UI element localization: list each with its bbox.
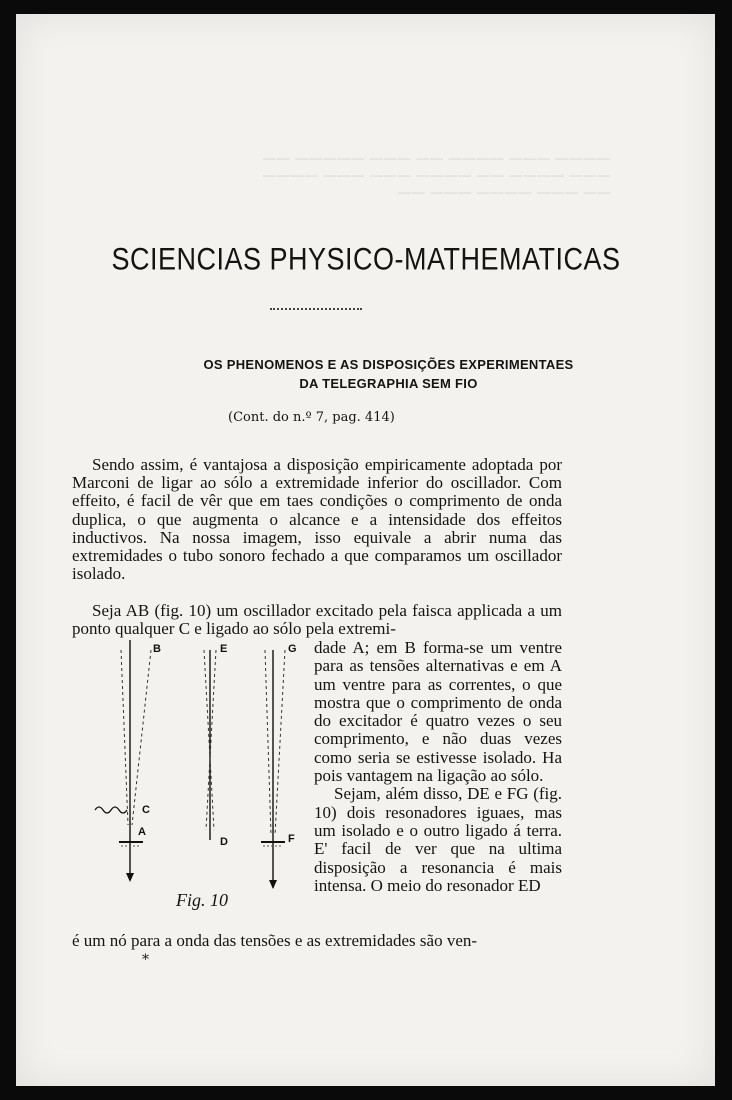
paragraph-last-line: é um nó para a onda das tensões e as extremidades são ven- (72, 931, 478, 950)
column-text-2: Sejam, além disso, DE e FG (fig. 10) dois resonadores iguaes, mas um isolado e o outro ligado á terra. E' facil de ver que na ultima disposição a resonancia é mais intensa. O meio do resonador ED (314, 784, 562, 895)
label-a: A (138, 826, 146, 838)
paragraph-1: Sendo assim, é vantajosa a disposição empiricamente adoptada por Marconi de ligar ao sólo a extremidade inferior do oscillador. Com effeito, é facil de vêr que em taes condições o comprimento de onda duplica, o que augmenta o alcance e a intensidade dos effeitos inductivos. Na nossa imagem, isso equivale a abrir numa das extremidades o tubo sonoro fechado a que comparamos um oscillador isolado. (72, 455, 562, 584)
decorative-rule (270, 304, 362, 310)
figure-caption: Fig. 10 (176, 890, 228, 910)
column-text-1: dade A; em B forma-se um ventre para as tensões alternativas e em A um ventre para as correntes, o que mostra que o comprimento de onda do excitador é quatro vezes o seu comprimento, e não duas vezes como seria se estivesse isolado. Ha pois vantagem na ligação ao sólo. (314, 638, 562, 786)
resonator-fg-arrow (269, 880, 277, 889)
label-f: F (288, 833, 295, 845)
spark-wave (95, 807, 127, 813)
paragraph-2: Seja AB (fig. 10) um oscillador excitado pela faisca applicada a um ponto qualquer C e ligado ao sólo pela extremi- (72, 601, 562, 639)
label-e: E (220, 643, 228, 655)
figure-side-column (314, 639, 562, 895)
label-g: G (288, 643, 297, 655)
article-title-line-1: OS PHENOMENOS E AS DISPOSIÇÕES EXPERIMENTAES (203, 357, 574, 372)
oscillator-curve-left (121, 650, 128, 825)
label-b: B (153, 643, 161, 655)
footnote-mark: * (142, 952, 149, 968)
label-c: C (142, 804, 150, 816)
article-title (0, 355, 732, 393)
oscillator-curve-right (132, 650, 151, 825)
section-heading: SCIENCIAS PHYSICO-MATHEMATICAS (111, 241, 621, 277)
label-d: D (220, 836, 228, 848)
bleed-through-text: ———— ——— ———— —— ——— ————— —— ——— ———— —— ———— ——— ——— ———— —— ——— ———— ——— —— (262, 151, 611, 201)
article-title-line-2: DA TELEGRAPHIA SEM FIO (299, 376, 478, 391)
figure-10-diagram (75, 630, 310, 890)
oscillator-arrow (126, 873, 134, 882)
continuation-note: (Cont. do n.º 7, pag. 414) (228, 410, 395, 425)
